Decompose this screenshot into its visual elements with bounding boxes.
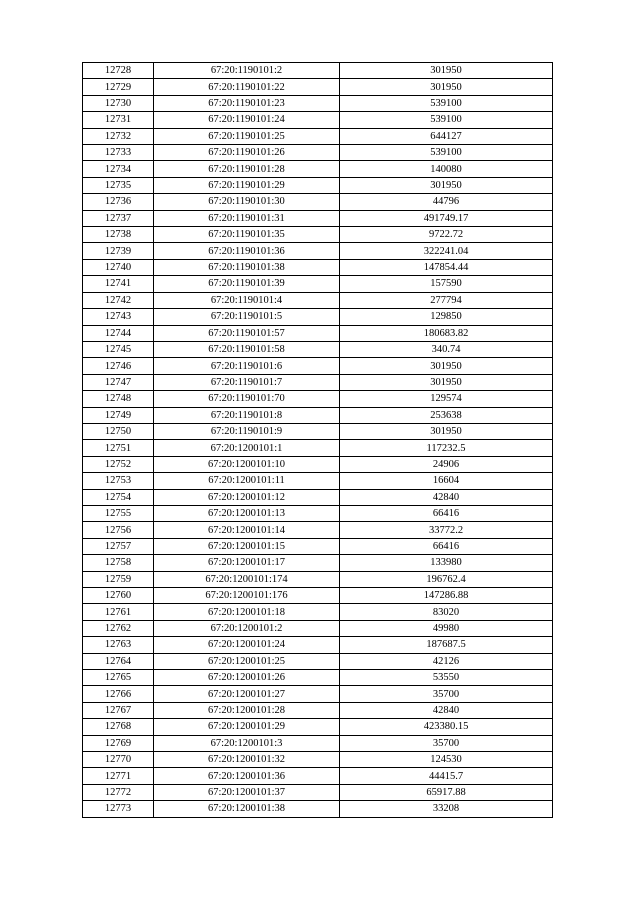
- table-row: [83, 95, 553, 111]
- table-row: [83, 423, 553, 439]
- value-cell: 491749.17: [340, 210, 553, 226]
- value-cell: 44796: [340, 194, 553, 210]
- table-row: [83, 63, 553, 79]
- row-number-cell: 12770: [83, 752, 154, 768]
- row-number-cell: 12732: [83, 128, 154, 144]
- table-row: [83, 325, 553, 341]
- table-row: [83, 670, 553, 686]
- cadastral-number-cell: 67:20:1190101:31: [154, 210, 340, 226]
- row-number-cell: 12763: [83, 637, 154, 653]
- cadastral-number-cell: 67:20:1200101:24: [154, 637, 340, 653]
- row-number-cell: 12765: [83, 670, 154, 686]
- table-row: [83, 243, 553, 259]
- value-cell: 301950: [340, 358, 553, 374]
- cadastral-number-cell: 67:20:1190101:29: [154, 177, 340, 193]
- table-row: [83, 440, 553, 456]
- table-row: [83, 571, 553, 587]
- table-row: [83, 489, 553, 505]
- row-number-cell: 12771: [83, 768, 154, 784]
- value-cell: 33772.2: [340, 522, 553, 538]
- value-cell: 147286.88: [340, 588, 553, 604]
- row-number-cell: 12753: [83, 473, 154, 489]
- cadastral-number-cell: 67:20:1200101:28: [154, 702, 340, 718]
- table-row: [83, 456, 553, 472]
- value-cell: 53550: [340, 670, 553, 686]
- value-cell: 147854.44: [340, 259, 553, 275]
- value-cell: 301950: [340, 79, 553, 95]
- cadastral-number-cell: 67:20:1190101:70: [154, 391, 340, 407]
- cadastral-number-cell: 67:20:1190101:23: [154, 95, 340, 111]
- value-cell: 65917.88: [340, 784, 553, 800]
- cadastral-number-cell: 67:20:1190101:26: [154, 145, 340, 161]
- cadastral-number-cell: 67:20:1200101:176: [154, 588, 340, 604]
- row-number-cell: 12740: [83, 259, 154, 275]
- table-row: [83, 407, 553, 423]
- cadastral-number-cell: 67:20:1200101:18: [154, 604, 340, 620]
- value-cell: 340.74: [340, 341, 553, 357]
- row-number-cell: 12767: [83, 702, 154, 718]
- cadastral-number-cell: 67:20:1190101:8: [154, 407, 340, 423]
- value-cell: 423380.15: [340, 719, 553, 735]
- cadastral-number-cell: 67:20:1190101:57: [154, 325, 340, 341]
- table-row: [83, 604, 553, 620]
- table-row: [83, 177, 553, 193]
- row-number-cell: 12744: [83, 325, 154, 341]
- table-row: [83, 341, 553, 357]
- row-number-cell: 12773: [83, 801, 154, 817]
- row-number-cell: 12751: [83, 440, 154, 456]
- cadastral-number-cell: 67:20:1190101:22: [154, 79, 340, 95]
- row-number-cell: 12752: [83, 456, 154, 472]
- row-number-cell: 12746: [83, 358, 154, 374]
- cadastral-number-cell: 67:20:1200101:174: [154, 571, 340, 587]
- cadastral-number-cell: 67:20:1200101:29: [154, 719, 340, 735]
- cadastral-value-table: [82, 62, 553, 818]
- table-row: [83, 112, 553, 128]
- row-number-cell: 12738: [83, 227, 154, 243]
- row-number-cell: 12755: [83, 505, 154, 521]
- table-row: [83, 194, 553, 210]
- cadastral-number-cell: 67:20:1190101:2: [154, 63, 340, 79]
- value-cell: 42840: [340, 489, 553, 505]
- row-number-cell: 12734: [83, 161, 154, 177]
- cadastral-number-cell: 67:20:1190101:28: [154, 161, 340, 177]
- row-number-cell: 12766: [83, 686, 154, 702]
- row-number-cell: 12761: [83, 604, 154, 620]
- table-row: [83, 702, 553, 718]
- value-cell: 133980: [340, 555, 553, 571]
- table-row: [83, 555, 553, 571]
- value-cell: 253638: [340, 407, 553, 423]
- value-cell: 42126: [340, 653, 553, 669]
- value-cell: 277794: [340, 292, 553, 308]
- value-cell: 124530: [340, 752, 553, 768]
- value-cell: 35700: [340, 686, 553, 702]
- value-cell: 187687.5: [340, 637, 553, 653]
- row-number-cell: 12728: [83, 63, 154, 79]
- row-number-cell: 12759: [83, 571, 154, 587]
- row-number-cell: 12736: [83, 194, 154, 210]
- cadastral-number-cell: 67:20:1190101:6: [154, 358, 340, 374]
- value-cell: 322241.04: [340, 243, 553, 259]
- value-cell: 117232.5: [340, 440, 553, 456]
- row-number-cell: 12730: [83, 95, 154, 111]
- row-number-cell: 12768: [83, 719, 154, 735]
- cadastral-number-cell: 67:20:1200101:2: [154, 620, 340, 636]
- cadastral-number-cell: 67:20:1190101:4: [154, 292, 340, 308]
- table-row: [83, 637, 553, 653]
- table-row: [83, 79, 553, 95]
- row-number-cell: 12754: [83, 489, 154, 505]
- table-row: [83, 374, 553, 390]
- row-number-cell: 12748: [83, 391, 154, 407]
- row-number-cell: 12743: [83, 309, 154, 325]
- table-row: [83, 292, 553, 308]
- value-cell: 196762.4: [340, 571, 553, 587]
- table-row: [83, 719, 553, 735]
- row-number-cell: 12733: [83, 145, 154, 161]
- row-number-cell: 12757: [83, 538, 154, 554]
- table-row: [83, 210, 553, 226]
- cadastral-number-cell: 67:20:1200101:32: [154, 752, 340, 768]
- cadastral-number-cell: 67:20:1200101:14: [154, 522, 340, 538]
- value-cell: 49980: [340, 620, 553, 636]
- value-cell: 24906: [340, 456, 553, 472]
- value-cell: 9722.72: [340, 227, 553, 243]
- cadastral-number-cell: 67:20:1190101:30: [154, 194, 340, 210]
- row-number-cell: 12756: [83, 522, 154, 538]
- value-cell: 301950: [340, 177, 553, 193]
- table-row: [83, 473, 553, 489]
- cadastral-number-cell: 67:20:1190101:9: [154, 423, 340, 439]
- row-number-cell: 12769: [83, 735, 154, 751]
- row-number-cell: 12747: [83, 374, 154, 390]
- value-cell: 180683.82: [340, 325, 553, 341]
- table-row: [83, 801, 553, 817]
- row-number-cell: 12739: [83, 243, 154, 259]
- row-number-cell: 12760: [83, 588, 154, 604]
- cadastral-number-cell: 67:20:1200101:13: [154, 505, 340, 521]
- value-cell: 83020: [340, 604, 553, 620]
- row-number-cell: 12745: [83, 341, 154, 357]
- cadastral-number-cell: 67:20:1200101:17: [154, 555, 340, 571]
- cadastral-number-cell: 67:20:1200101:12: [154, 489, 340, 505]
- table-row: [83, 358, 553, 374]
- row-number-cell: 12735: [83, 177, 154, 193]
- table-row: [83, 588, 553, 604]
- table-row: [83, 276, 553, 292]
- cadastral-number-cell: 67:20:1190101:7: [154, 374, 340, 390]
- value-cell: 140080: [340, 161, 553, 177]
- table-body: [83, 63, 553, 818]
- cadastral-number-cell: 67:20:1200101:36: [154, 768, 340, 784]
- table-row: [83, 161, 553, 177]
- cadastral-number-cell: 67:20:1190101:58: [154, 341, 340, 357]
- table-row: [83, 653, 553, 669]
- value-cell: 16604: [340, 473, 553, 489]
- cadastral-number-cell: 67:20:1190101:38: [154, 259, 340, 275]
- table-row: [83, 735, 553, 751]
- row-number-cell: 12762: [83, 620, 154, 636]
- cadastral-number-cell: 67:20:1190101:36: [154, 243, 340, 259]
- table-row: [83, 309, 553, 325]
- cadastral-number-cell: 67:20:1200101:10: [154, 456, 340, 472]
- value-cell: 157590: [340, 276, 553, 292]
- row-number-cell: 12772: [83, 784, 154, 800]
- cadastral-number-cell: 67:20:1200101:15: [154, 538, 340, 554]
- table-row: [83, 538, 553, 554]
- value-cell: 35700: [340, 735, 553, 751]
- cadastral-number-cell: 67:20:1200101:26: [154, 670, 340, 686]
- value-cell: 33208: [340, 801, 553, 817]
- table-row: [83, 522, 553, 538]
- value-cell: 539100: [340, 145, 553, 161]
- cadastral-number-cell: 67:20:1190101:25: [154, 128, 340, 144]
- value-cell: 539100: [340, 112, 553, 128]
- cadastral-number-cell: 67:20:1200101:1: [154, 440, 340, 456]
- value-cell: 539100: [340, 95, 553, 111]
- value-cell: 129574: [340, 391, 553, 407]
- value-cell: 301950: [340, 63, 553, 79]
- row-number-cell: 12758: [83, 555, 154, 571]
- value-cell: 301950: [340, 423, 553, 439]
- value-cell: 644127: [340, 128, 553, 144]
- row-number-cell: 12742: [83, 292, 154, 308]
- table-row: [83, 620, 553, 636]
- cadastral-number-cell: 67:20:1190101:35: [154, 227, 340, 243]
- row-number-cell: 12731: [83, 112, 154, 128]
- table-row: [83, 686, 553, 702]
- table-row: [83, 768, 553, 784]
- table-row: [83, 145, 553, 161]
- row-number-cell: 12737: [83, 210, 154, 226]
- cadastral-number-cell: 67:20:1200101:11: [154, 473, 340, 489]
- row-number-cell: 12729: [83, 79, 154, 95]
- value-cell: 66416: [340, 505, 553, 521]
- cadastral-number-cell: 67:20:1190101:5: [154, 309, 340, 325]
- value-cell: 42840: [340, 702, 553, 718]
- cadastral-number-cell: 67:20:1200101:3: [154, 735, 340, 751]
- cadastral-number-cell: 67:20:1200101:37: [154, 784, 340, 800]
- cadastral-number-cell: 67:20:1200101:25: [154, 653, 340, 669]
- table-row: [83, 227, 553, 243]
- value-cell: 129850: [340, 309, 553, 325]
- row-number-cell: 12749: [83, 407, 154, 423]
- table-row: [83, 259, 553, 275]
- cadastral-number-cell: 67:20:1200101:27: [154, 686, 340, 702]
- table-row: [83, 391, 553, 407]
- row-number-cell: 12750: [83, 423, 154, 439]
- table-row: [83, 784, 553, 800]
- value-cell: 66416: [340, 538, 553, 554]
- table-row: [83, 505, 553, 521]
- value-cell: 44415.7: [340, 768, 553, 784]
- table-row: [83, 128, 553, 144]
- cadastral-number-cell: 67:20:1190101:24: [154, 112, 340, 128]
- value-cell: 301950: [340, 374, 553, 390]
- table-row: [83, 752, 553, 768]
- row-number-cell: 12764: [83, 653, 154, 669]
- row-number-cell: 12741: [83, 276, 154, 292]
- cadastral-number-cell: 67:20:1190101:39: [154, 276, 340, 292]
- cadastral-number-cell: 67:20:1200101:38: [154, 801, 340, 817]
